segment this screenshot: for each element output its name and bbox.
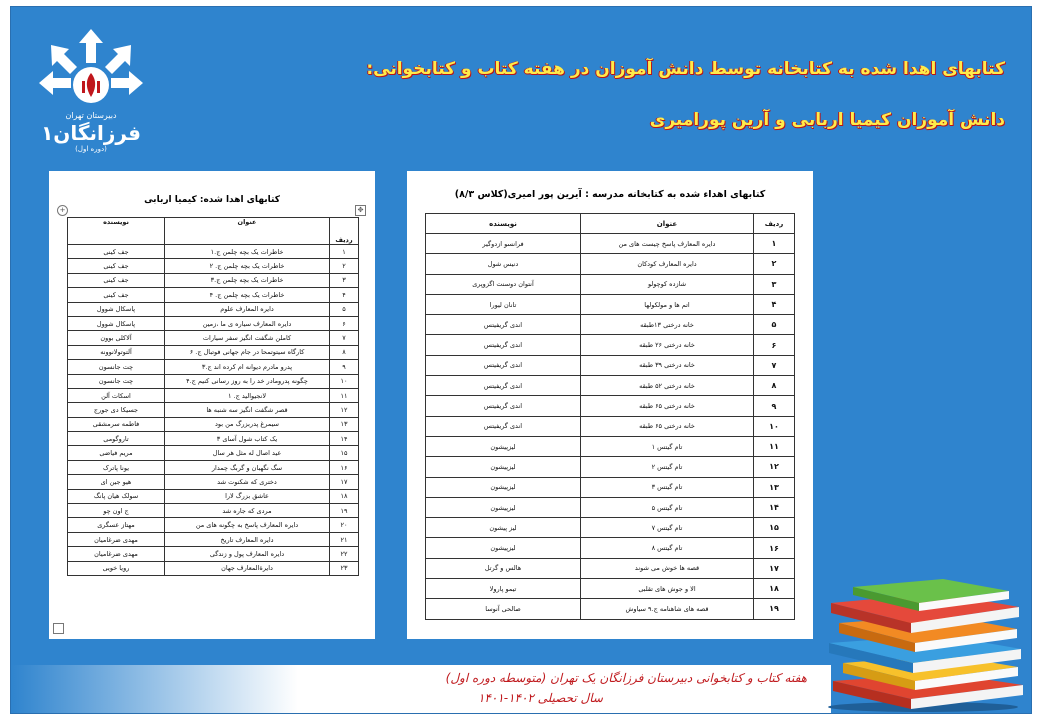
doc1-book-author-cell: مهتاز عسگری [68, 518, 165, 532]
doc1-book-title-cell: دایره المعارف تاریخ [165, 532, 330, 546]
doc1-table-row [68, 489, 359, 503]
doc2-row-number-cell: ۴ [754, 294, 795, 314]
doc1-row-number-cell: ۲۲ [330, 547, 359, 561]
doc1-table-row [68, 288, 359, 302]
doc1-row-number-cell: ۱۸ [330, 489, 359, 503]
doc2-book-title-cell: دایره المعارف پاسخ چیست های من [581, 234, 754, 254]
doc2-table-row [426, 254, 795, 274]
doc1-table-row [68, 417, 359, 431]
doc1-book-author-cell: سولک هیان پانگ [68, 489, 165, 503]
doc2-table-row [426, 579, 795, 599]
doc1-row-number-cell: ۱۹ [330, 504, 359, 518]
doc1-table-row [68, 518, 359, 532]
doc1-row-number-cell: ۱ [330, 245, 359, 259]
doc1-book-title-cell: چگونه پدرومادر خد را به روز رسانی کنیم ج.۴ [165, 374, 330, 388]
doc1-table-row [68, 360, 359, 374]
doc1-book-author-cell: پاسکال شوول [68, 302, 165, 316]
doc1-table-handle-icon[interactable]: ✥ [355, 205, 366, 216]
doc1-row-number-cell: ۷ [330, 331, 359, 345]
doc2-row-number-cell: ۸ [754, 376, 795, 396]
doc1-book-author-cell: ج اون چو [68, 504, 165, 518]
doc2-row-number-cell: ۱۹ [754, 599, 795, 619]
doc2-book-author-cell: لیز پیشون [426, 518, 581, 538]
doc1-row-number-cell: ۱۲ [330, 403, 359, 417]
doc1-row-number-cell: ۲۱ [330, 532, 359, 546]
doc1-table-row [68, 460, 359, 474]
doc1-row-number-cell: ۱۳ [330, 417, 359, 431]
footer-school-year: سال تحصیلی ۱۴۰۲-۱۴۰۱ [477, 691, 603, 705]
doc1-book-title-cell: خاطرات یک بچه چلمن ج.۱ [165, 245, 330, 259]
doc2-book-title-cell: تام گیتس ۳ [581, 477, 754, 497]
doc1-table-row [68, 446, 359, 460]
doc1-book-title-cell: دایره المعارف سیاره ی ما ،زمین [165, 316, 330, 330]
doc2-book-title-cell: قصه ها خوش می شوند [581, 558, 754, 578]
doc1-title: کتابهای اهدا شده: کیمیا اربابی [144, 195, 280, 205]
doc2-header-title: عنوان [581, 214, 754, 234]
doc2-book-title-cell: خانه درختی ۲۶ طبقه [581, 335, 754, 355]
doc2-book-author-cell: تانان لیورا [426, 294, 581, 314]
doc2-table-row [426, 376, 795, 396]
doc1-table-row [68, 547, 359, 561]
document-kimia-arbabi [49, 171, 375, 639]
doc2-book-author-cell: فرانسو ازدوگیر [426, 234, 581, 254]
doc2-book-title-cell: خانه درختی ۳۹ طبقه [581, 355, 754, 375]
doc2-row-number-cell: ۱۲ [754, 457, 795, 477]
doc1-table-row [68, 403, 359, 417]
doc1-row-number-cell: ۱۰ [330, 374, 359, 388]
doc2-book-title-cell: خانه درختی ۱۳طبقه [581, 315, 754, 335]
doc2-row-number-cell: ۱۰ [754, 416, 795, 436]
doc1-book-author-cell: جف کینی [68, 288, 165, 302]
doc1-table-row [68, 316, 359, 330]
doc1-book-title-cell: یک کتاب شول آسای ۳ [165, 432, 330, 446]
doc1-table-row [68, 374, 359, 388]
doc2-row-number-cell: ۱۵ [754, 518, 795, 538]
doc2-book-author-cell: تیمو پارولا [426, 579, 581, 599]
doc2-table-row [426, 355, 795, 375]
doc1-row-number-cell: ۱۷ [330, 475, 359, 489]
doc1-book-title-cell: عاشق بزرگ لارا [165, 489, 330, 503]
doc2-header-row-number: ردیف [754, 214, 795, 234]
doc1-book-title-cell: خاطرات یک بچه چلمن ج. ۲ [165, 259, 330, 273]
doc2-book-title-cell: دایره المعارف کودکان [581, 254, 754, 274]
doc2-book-author-cell: لیزپیشون [426, 497, 581, 517]
doc1-book-title-cell: قصر شگفت انگیز سه شنبه ها [165, 403, 330, 417]
doc1-book-title-cell: دایره المعارف علوم [165, 302, 330, 316]
doc1-table-row [68, 504, 359, 518]
doc2-header-author: نویسنده [426, 214, 581, 234]
doc2-book-author-cell: هالس و گرتل [426, 558, 581, 578]
doc2-table [425, 213, 795, 620]
doc1-header-author: نویسنده [68, 218, 165, 245]
logo-city-label: تهران [65, 111, 84, 120]
doc1-book-author-cell: آلاکلی بوون [68, 331, 165, 345]
doc2-book-title-cell: تام گیتس ۲ [581, 457, 754, 477]
doc1-book-title-cell: خاطرات یک بچه چلمن ج. ۴ [165, 288, 330, 302]
doc1-row-number-cell: ۱۱ [330, 388, 359, 402]
doc2-book-title-cell: تام گیتس ۱ [581, 436, 754, 456]
doc1-row-number-cell: ۵ [330, 302, 359, 316]
doc1-row-number-cell: ۱۶ [330, 460, 359, 474]
doc1-row-number-cell: ۹ [330, 360, 359, 374]
doc1-book-title-cell: دایره المعارف پاسخ به چگونه های من [165, 518, 330, 532]
doc1-row-number-cell: ۲ [330, 259, 359, 273]
doc2-book-author-cell: لیزپیشون [426, 477, 581, 497]
doc2-header-row [426, 214, 795, 234]
doc1-table-row [68, 245, 359, 259]
doc1-table-row [68, 532, 359, 546]
doc1-book-author-cell: جسیکا دی جورج [68, 403, 165, 417]
logo-name: فرزانگان۱ [41, 121, 141, 145]
doc1-header-row [68, 218, 359, 245]
doc1-table-row [68, 273, 359, 287]
doc2-book-author-cell: دنیس شول [426, 254, 581, 274]
doc1-book-author-cell: چت جانسون [68, 374, 165, 388]
doc1-book-author-cell: جف کینی [68, 273, 165, 287]
doc2-table-row [426, 294, 795, 314]
doc2-book-title-cell: قصه های شاهنامه ج.۹ سیاوش [581, 599, 754, 619]
doc1-book-author-cell: مهدی ضرغامیان [68, 532, 165, 546]
doc2-row-number-cell: ۲ [754, 254, 795, 274]
doc2-row-number-cell: ۶ [754, 335, 795, 355]
doc2-book-author-cell: لیزپیشون [426, 457, 581, 477]
doc1-book-author-cell: جف کینی [68, 259, 165, 273]
doc2-book-author-cell: صالحی آنوسا [426, 599, 581, 619]
doc1-table-row [68, 345, 359, 359]
doc2-table-row [426, 558, 795, 578]
doc2-row-number-cell: ۱ [754, 234, 795, 254]
doc2-row-number-cell: ۱۴ [754, 497, 795, 517]
doc1-book-author-cell: چت جانسون [68, 360, 165, 374]
doc2-table-row [426, 518, 795, 538]
doc2-table-row [426, 497, 795, 517]
doc1-table-row [68, 331, 359, 345]
doc1-book-author-cell: هیو جین ای [68, 475, 165, 489]
doc1-book-title-cell: کارگاه سیتوتمحا در جام جهانی فوتبال ج. ۶ [165, 345, 330, 359]
school-logo [37, 27, 145, 153]
doc2-table-body [426, 234, 795, 620]
doc2-book-title-cell: اتم ها و مولکولها [581, 294, 754, 314]
page-subtitle: دانش آموزان کیمیا اربابی و آرین پورامیری [649, 110, 1005, 130]
logo-school-label: دبیرستان [86, 111, 117, 120]
doc1-header-title: عنوان [165, 218, 330, 245]
doc1-table-row [68, 388, 359, 402]
doc1-book-author-cell: تاروگومی [68, 432, 165, 446]
doc1-book-author-cell: آلتوتولانوونه [68, 345, 165, 359]
doc2-book-author-cell: اندی گریفیتس [426, 376, 581, 396]
doc2-row-number-cell: ۹ [754, 396, 795, 416]
doc2-table-row [426, 457, 795, 477]
doc1-table-body [68, 245, 359, 576]
doc1-resize-handle-icon[interactable] [53, 623, 64, 634]
doc1-table-row [68, 475, 359, 489]
page-title: کتابهای اهدا شده به کتابخانه توسط دانش آموزان در هفته کتاب و کتابخوانی: [366, 59, 1005, 79]
doc1-book-author-cell: جف کینی [68, 245, 165, 259]
doc1-row-number-cell: ۲۳ [330, 561, 359, 575]
doc2-book-title-cell: خانه درختی ۶۵ طبقه [581, 416, 754, 436]
doc1-move-handle-icon[interactable]: + [57, 205, 68, 216]
doc1-row-number-cell: ۶ [330, 316, 359, 330]
doc1-book-author-cell: مریم فیاضی [68, 446, 165, 460]
doc2-row-number-cell: ۱۷ [754, 558, 795, 578]
doc1-book-author-cell: مهدی ضرغامیان [68, 547, 165, 561]
logo-subtitle [37, 111, 145, 120]
doc1-book-title-cell: سیمرغ پدربزرگ من بود [165, 417, 330, 431]
doc1-row-number-cell: ۱۴ [330, 432, 359, 446]
doc1-table-row [68, 432, 359, 446]
doc1-book-author-cell: اسکات آلن [68, 388, 165, 402]
doc2-book-author-cell: آنتوان دوسنت اگزوپری [426, 274, 581, 294]
doc1-table-row [68, 259, 359, 273]
doc2-row-number-cell: ۱۱ [754, 436, 795, 456]
doc2-book-author-cell: لیزپیشون [426, 436, 581, 456]
doc2-row-number-cell: ۱۸ [754, 579, 795, 599]
doc2-book-author-cell: لیزپیشون [426, 538, 581, 558]
doc2-book-author-cell: اندی گریفیتس [426, 416, 581, 436]
doc1-book-title-cell: خاطرات یک بچه چلمن ج.۳ [165, 273, 330, 287]
doc2-book-author-cell: اندی گریفیتس [426, 355, 581, 375]
doc2-row-number-cell: ۵ [754, 315, 795, 335]
doc1-table-row [68, 302, 359, 316]
doc1-table-row [68, 561, 359, 575]
doc1-book-title-cell: دایرةالمعارف جهان [165, 561, 330, 575]
doc2-table-row [426, 396, 795, 416]
logo-level: (دوره اول) [75, 145, 107, 153]
doc2-table-row [426, 477, 795, 497]
doc1-row-number-cell: ۳ [330, 273, 359, 287]
doc1-book-title-cell: سگ نگهبان و گربگ چمدار [165, 460, 330, 474]
doc2-table-row [426, 436, 795, 456]
doc2-row-number-cell: ۱۳ [754, 477, 795, 497]
doc1-book-title-cell: دختری که شکنوت شد [165, 475, 330, 489]
doc2-book-title-cell: خانه درختی ۵۲ طبقه [581, 376, 754, 396]
doc1-row-number-cell: ۲۰ [330, 518, 359, 532]
doc2-book-author-cell: اندی گریفیتس [426, 315, 581, 335]
doc1-book-author-cell: پاسکال شوول [68, 316, 165, 330]
doc1-book-author-cell: فاطمه سرمشقی [68, 417, 165, 431]
doc1-row-number-cell: ۴ [330, 288, 359, 302]
doc2-book-title-cell: الا و جوش های تقلبی [581, 579, 754, 599]
doc2-table-row [426, 599, 795, 619]
doc1-row-number-cell: ۱۵ [330, 446, 359, 460]
doc1-book-title-cell: لانجیوالید ج. ۱ [165, 388, 330, 402]
doc1-book-title-cell: کاملن شگفت انگیز سفر سیارات [165, 331, 330, 345]
doc1-header-row-number: ردیف [330, 218, 359, 245]
doc2-row-number-cell: ۳ [754, 274, 795, 294]
doc2-book-title-cell: تام گیتس ۵ [581, 497, 754, 517]
doc1-row-number-cell: ۸ [330, 345, 359, 359]
footer-event-title: هفته کتاب و کتابخوانی دبیرستان فرزانگان یک تهران (متوسطه دوره اول) [445, 671, 807, 685]
doc2-row-number-cell: ۱۶ [754, 538, 795, 558]
document-ayrin-pouramiri [407, 171, 813, 639]
doc1-book-author-cell: یونا پاترک [68, 460, 165, 474]
doc1-book-author-cell: رویا خویی [68, 561, 165, 575]
doc1-table [67, 217, 359, 576]
doc2-table-row [426, 234, 795, 254]
doc2-row-number-cell: ۷ [754, 355, 795, 375]
doc2-table-row [426, 274, 795, 294]
doc2-table-row [426, 315, 795, 335]
arrows-emblem-icon [37, 27, 145, 119]
doc2-book-author-cell: اندی گریفیتس [426, 335, 581, 355]
doc2-title: کتابهای اهداء شده به کتابخانه مدرسه : آیرین پور امیری(کلاس ۸/۳) [454, 189, 766, 200]
doc2-book-title-cell: خانه درختی ۶۵ طبقه [581, 396, 754, 416]
doc2-book-author-cell: اندی گریفیتس [426, 396, 581, 416]
doc2-book-title-cell: شازده کوچولو [581, 274, 754, 294]
doc2-table-row [426, 538, 795, 558]
doc1-book-title-cell: دایره المعارف پول و زندگی [165, 547, 330, 561]
doc2-book-title-cell: تام گیتس ۸ [581, 538, 754, 558]
doc2-table-row [426, 335, 795, 355]
doc1-book-title-cell: مردی که جاره شد [165, 504, 330, 518]
stack-of-books-icon [823, 577, 1029, 713]
doc2-book-title-cell: تام گیتس ۷ [581, 518, 754, 538]
doc1-book-title-cell: عید اصال له مثل هر سال [165, 446, 330, 460]
doc1-book-title-cell: پدرو مادرم دیوانه ام کرده اند ج.۳ [165, 360, 330, 374]
doc2-table-row [426, 416, 795, 436]
slide-frame [10, 6, 1032, 714]
